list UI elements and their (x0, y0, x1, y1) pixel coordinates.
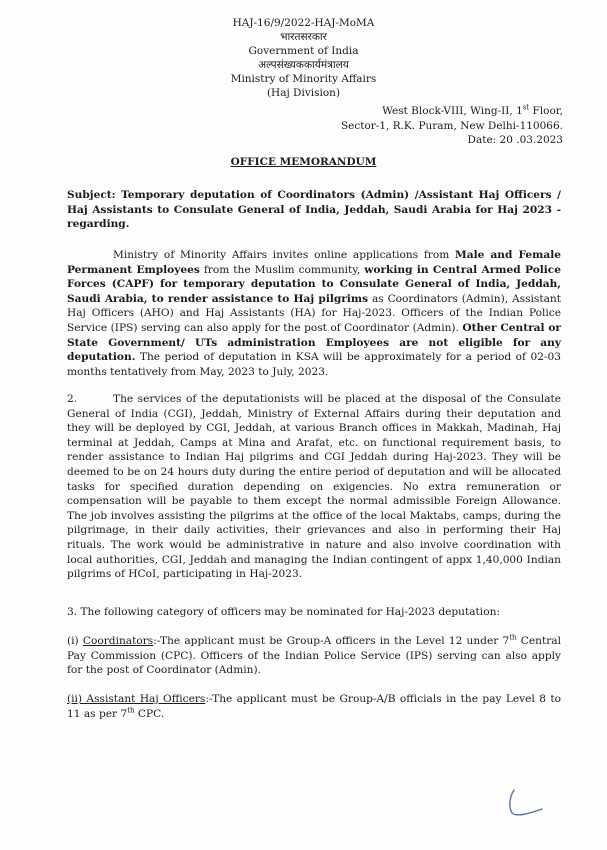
memo-title: OFFICE MEMORANDUM (230, 156, 377, 168)
letterhead (0, 16, 607, 100)
hindi-government: भारतसरकार (280, 31, 327, 43)
paragraph-3: 3. The following category of officers may be nominated for Haj-2023 deputation: (67, 606, 500, 618)
subject-line: Subject: Temporary deputation of Coordinators (Admin) /Assistant Haj Officers / Haj Assistants to Consulate General of India, Jeddah, Saudi Arabia for Haj 2023 - regarding. (67, 189, 561, 231)
paragraph-2: 2. The services of the deputationists will be placed at the disposal of the Consulate General of India (CGI), Jeddah, Ministry of External Affairs during their deputation and they will be deployed by CGI, Jeddah, at various Branch offices in Makkah, Madinah, Haj terminal at Jeddah, Camps at Mina and Arafat, etc. on functional requirement basis, to render assistance to Indian Haj pilgrims and CGI Jeddah during Haj-2023. They will be deemed to be on 24 hours duty during the entire period of deputation and will be allocated tasks for specified duration depending on exigencies. No extra remuneration or compensation will be payable to them except the normal admissible Foreign Allowance. The job involves assisting the pilgrims at the office of the local Maktabs, camps, during the pilgrimage, in their daily activities, their grievances and also in performing their Haj rituals. The work would be administrative in nature and also involve coordination with local authorities, CGI, Jeddah and managing the Indian contingent of appx 1,40,000 Indian pilgrims of HCoI, participating in Haj-2023. (67, 393, 561, 581)
paragraph-1: Ministry of Minority Affairs invites online applications from Male and Female Permanent Employees from the Muslim community, working in Central Armed Police Forces (CAPF) for temporary deputation to Consulate General of India, Jeddah, Saudi Arabia, to render assistance to Haj pilgrims as Coordinators (Admin), Assistant Haj Officers (AHO) and Haj Assistants (HA) for Haj-2023. Officers of the Indian Police Service (IPS) serving can also apply for the post of Coordinator (Admin). Other Central or State Government/ UTs administration Employees are not eligible for any deputation. The period of deputation in KSA will be approximately for a period of 02-03 months tentatively from May, 2023 to July, 2023. (67, 249, 562, 378)
ministry-name: Ministry of Minority Affairs (230, 73, 377, 85)
signature-mark (504, 786, 548, 818)
government-name: Government of India (248, 45, 359, 57)
address-line-1: West Block-VIII, Wing-II, 1st Floor, (382, 103, 563, 117)
memo-date: Date: 20 .03.2023 (467, 134, 563, 146)
item-assistant-haj-officers: (ii) Assistant Haj Officers:-The applicant must be Group-A/B officials in the pay Level 8 to 11 as per 7th CPC. (67, 693, 561, 720)
address-line-2: Sector-1, R.K. Puram, New Delhi-110066. (340, 119, 563, 132)
hindi-ministry: अल्पसंख्यककार्यमंत्रालय (258, 59, 349, 71)
file-number: HAJ-16/9/2022-HAJ-MoMA (232, 17, 375, 29)
office-address (341, 104, 563, 148)
item-coordinators: (i) Coordinators:-The applicant must be Group-A officers in the Level 12 under 7th Central Pay Commission (CPC). Officers of the Indian Police Service (IPS) serving can also apply for the post of Coordinator (Admin). (67, 633, 561, 677)
division-name: (Haj Division) (266, 87, 341, 99)
